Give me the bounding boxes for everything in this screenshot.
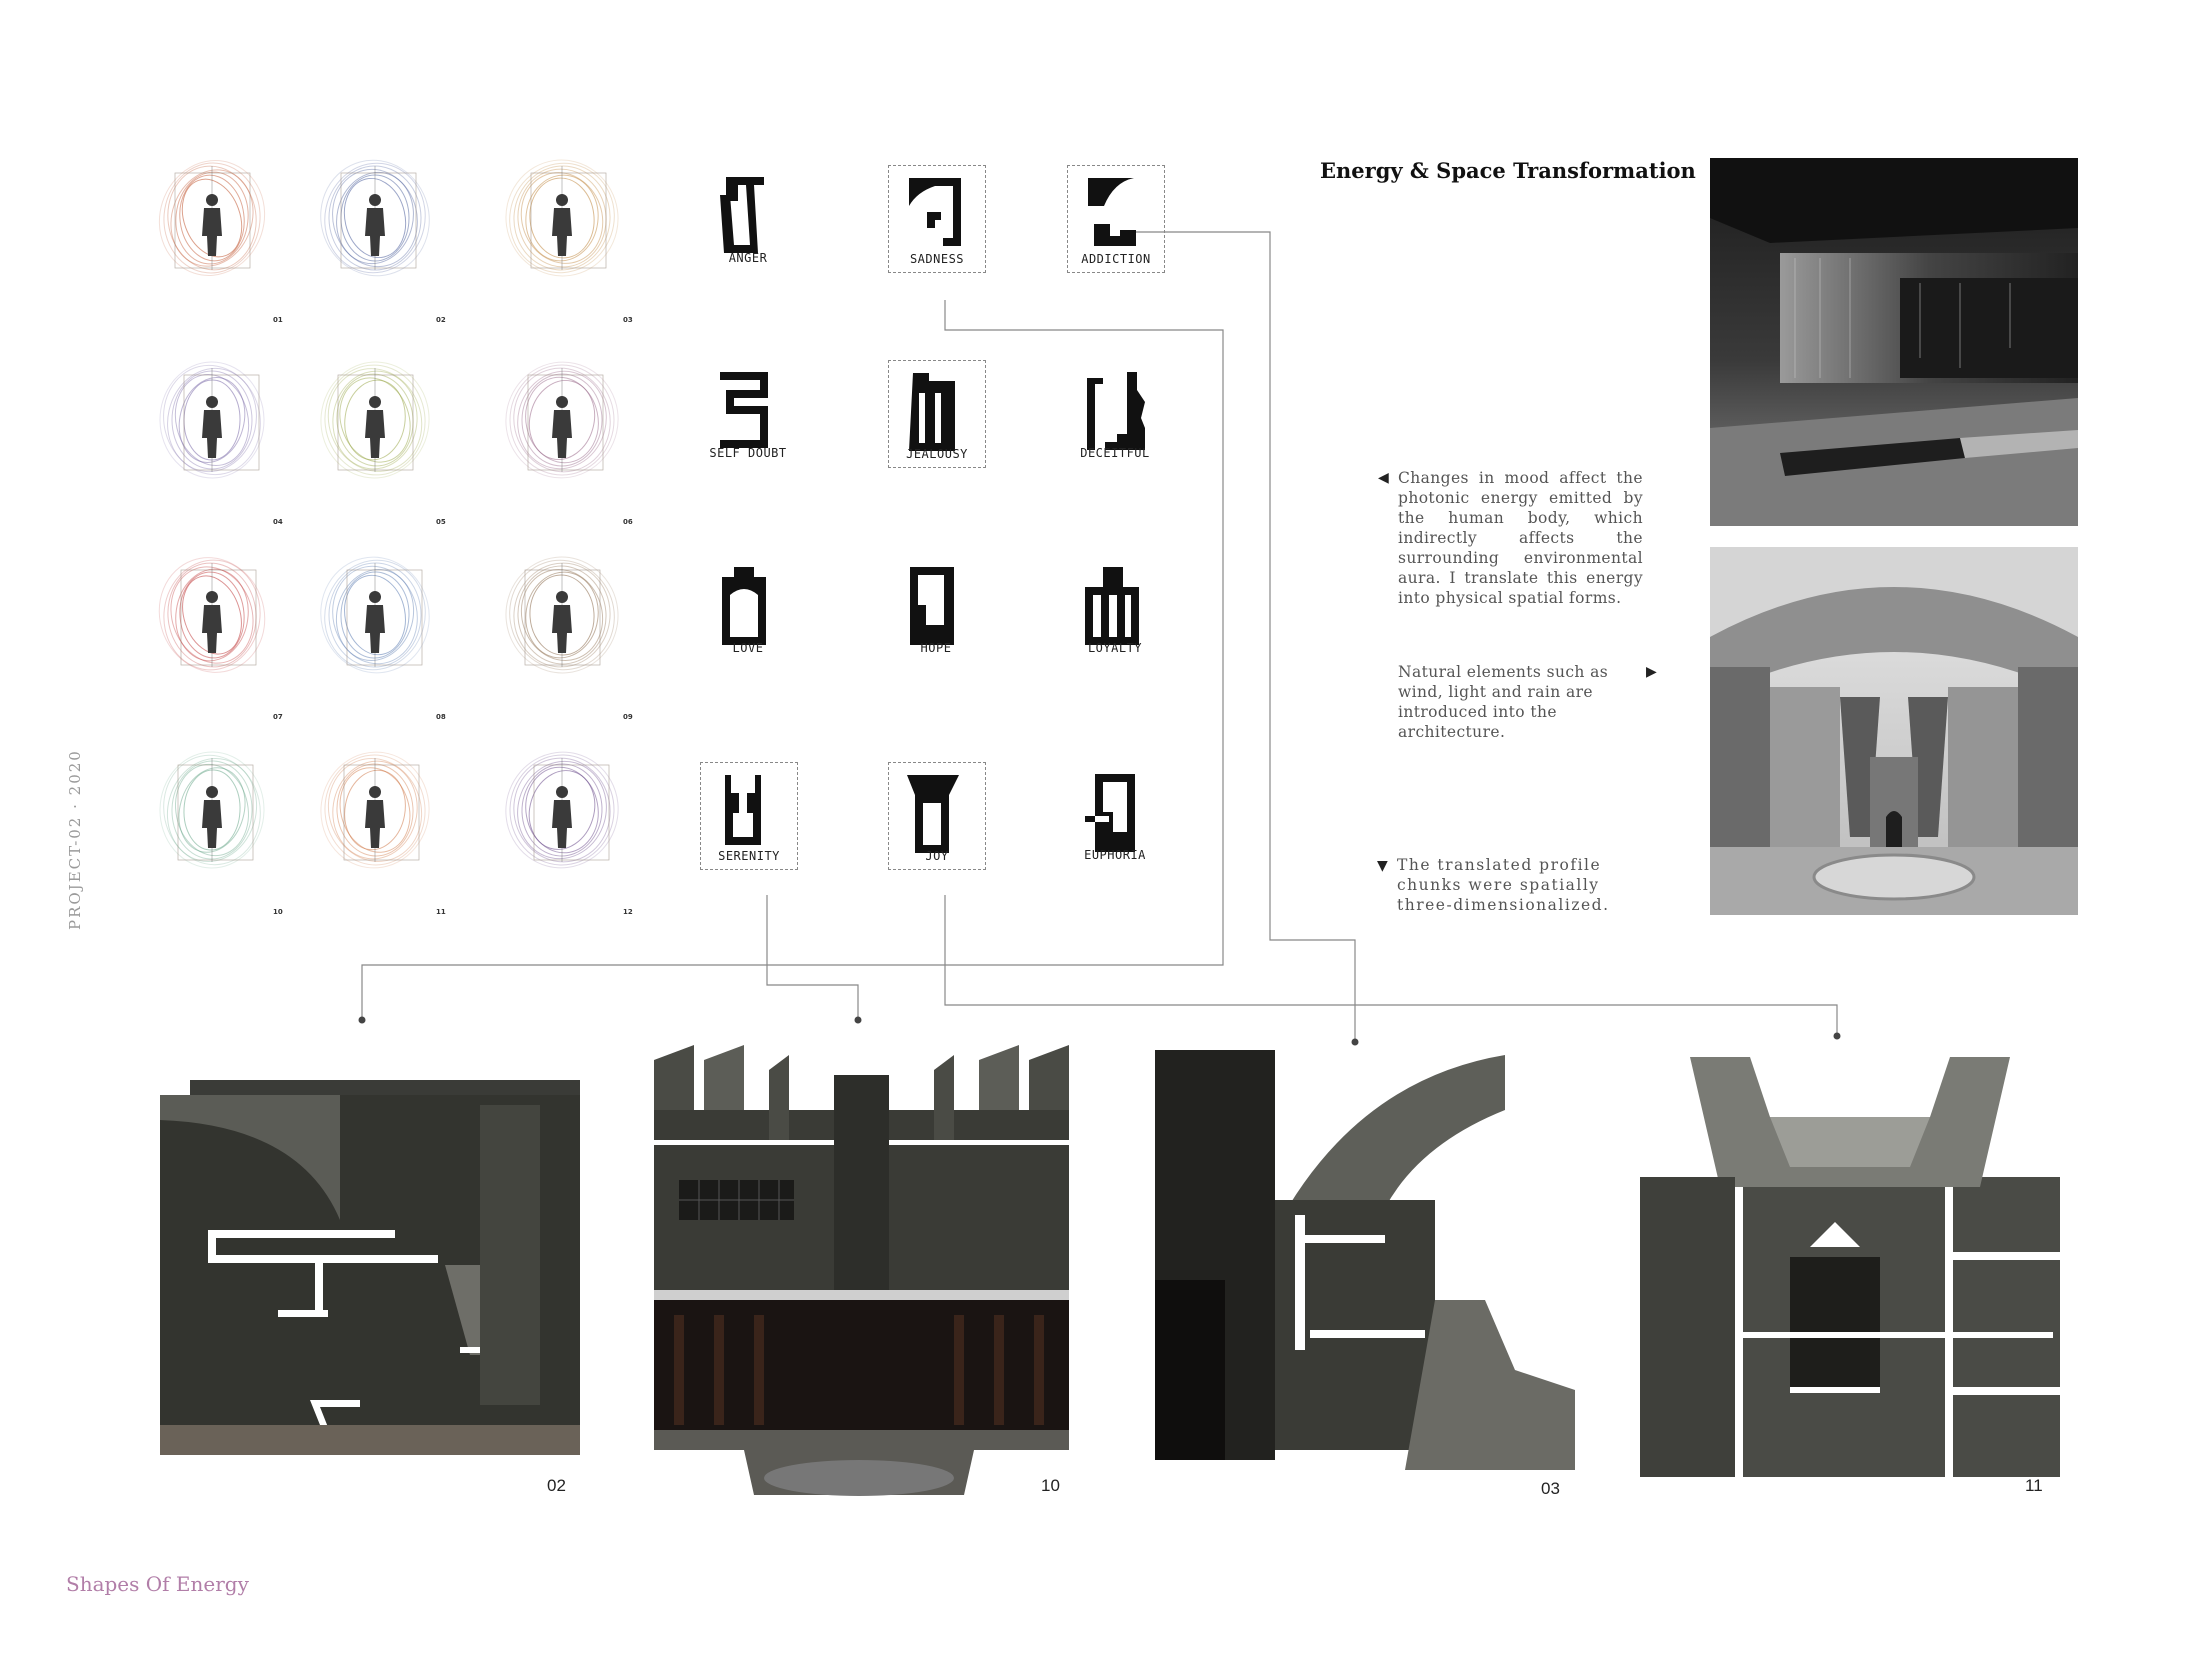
section-number: 10 xyxy=(1041,1476,1060,1495)
emotion-label: LOVE xyxy=(732,641,764,655)
aura-sketch-icon xyxy=(318,158,433,278)
figure-number: 03 xyxy=(623,316,633,324)
aura-sketch-icon xyxy=(155,555,270,675)
render-photo-water-wall xyxy=(1710,158,2078,526)
aura-figure xyxy=(318,555,433,675)
emotion-plan-anger xyxy=(700,165,796,271)
aura-figure xyxy=(505,360,620,480)
footer-title: Shapes Of Energy xyxy=(66,1572,249,1596)
emotion-label: JOY xyxy=(925,849,949,863)
section-render-02 xyxy=(160,1065,580,1455)
aura-sketch-icon xyxy=(505,750,620,870)
emotion-label: LOYALTY xyxy=(1087,641,1143,655)
aura-figure xyxy=(505,555,620,675)
emotion-label: ADDICTION xyxy=(1081,252,1151,266)
plan-shape-icon xyxy=(716,370,780,452)
section-number: 11 xyxy=(2025,1476,2043,1495)
aura-sketch-icon xyxy=(505,555,620,675)
figure-number: 09 xyxy=(623,713,633,721)
figure-number: 10 xyxy=(273,908,283,916)
description-elements: ▶ Natural elements such as wind, light and rain are introduced into the architecture. xyxy=(1398,663,1658,741)
plan-shape-icon xyxy=(716,565,780,647)
plan-shape-icon xyxy=(1083,772,1147,854)
aura-figure xyxy=(155,158,270,278)
plan-shape-icon xyxy=(716,175,780,257)
emotion-plan-self-doubt xyxy=(700,360,796,466)
aura-figure xyxy=(318,158,433,278)
emotion-plan-deceitful xyxy=(1067,360,1163,466)
aura-sketch-icon xyxy=(318,360,433,480)
aura-figure xyxy=(505,750,620,870)
triangle-left-icon: ◀ xyxy=(1378,470,1390,486)
figure-number: 05 xyxy=(436,518,446,526)
aura-sketch-icon xyxy=(155,360,270,480)
description-mood: ◀ Changes in mood affect the photonic energy emitted by the human body, which indirectly affects the surrounding environmental aura. I translate this energy into physical spatial forms. xyxy=(1378,469,1643,607)
section-number: 03 xyxy=(1541,1479,1560,1498)
emotion-plan-love xyxy=(700,555,796,661)
section-render-11 xyxy=(1640,1057,2060,1477)
emotion-label: SERENITY xyxy=(718,849,780,863)
emotion-plan-euphoria xyxy=(1067,762,1163,868)
plan-shape-icon xyxy=(1083,370,1147,452)
section-render-03 xyxy=(1155,1050,1575,1470)
plan-shape-icon xyxy=(1084,176,1148,258)
figure-number: 11 xyxy=(436,908,446,916)
aura-figure xyxy=(155,750,270,870)
render-photo-courtyard xyxy=(1710,547,2078,915)
emotion-plan-hope xyxy=(888,555,984,661)
emotion-plan-jealousy xyxy=(888,360,986,468)
aura-figure xyxy=(318,750,433,870)
figure-number: 01 xyxy=(273,316,283,324)
emotion-label: SELF DOUBT xyxy=(709,446,787,460)
plan-shape-icon xyxy=(1083,565,1147,647)
aura-figure xyxy=(318,360,433,480)
aura-sketch-icon xyxy=(318,555,433,675)
figure-number: 06 xyxy=(623,518,633,526)
triangle-down-icon: ▼ xyxy=(1377,858,1390,874)
emotion-label: DECEITFUL xyxy=(1080,446,1150,460)
emotion-plan-addiction xyxy=(1067,165,1165,273)
aura-sketch-icon xyxy=(505,360,620,480)
aura-figure xyxy=(155,555,270,675)
emotion-label: EUPHORIA xyxy=(1084,848,1146,862)
plan-shape-icon xyxy=(905,176,969,258)
aura-sketch-icon xyxy=(155,158,270,278)
emotion-plan-sadness xyxy=(888,165,986,273)
aura-sketch-icon xyxy=(505,158,620,278)
page-title: Energy & Space Transformation xyxy=(1320,158,1696,183)
figure-number: 02 xyxy=(436,316,446,324)
plan-shape-icon xyxy=(717,773,781,855)
description-translated: ▼ The translated profile chunks were spatially three-dimensionalized. xyxy=(1377,856,1610,914)
triangle-right-icon: ▶ xyxy=(1646,664,1658,680)
aura-sketch-icon xyxy=(155,750,270,870)
emotion-plan-joy xyxy=(888,762,986,870)
emotion-label: ANGER xyxy=(728,251,768,265)
plan-shape-icon xyxy=(904,565,968,647)
plan-shape-icon xyxy=(905,371,969,453)
aura-figure xyxy=(505,158,620,278)
figure-number: 08 xyxy=(436,713,446,721)
emotion-label: SADNESS xyxy=(909,252,965,266)
project-label: PROJECT-02 · 2020 xyxy=(66,749,84,930)
figure-number: 04 xyxy=(273,518,283,526)
emotion-plan-serenity xyxy=(700,762,798,870)
emotion-label: JEALOUSY xyxy=(906,447,968,461)
emotion-label: HOPE xyxy=(920,641,952,655)
aura-figure xyxy=(155,360,270,480)
aura-sketch-icon xyxy=(318,750,433,870)
section-render-10 xyxy=(654,1030,1069,1500)
figure-number: 07 xyxy=(273,713,283,721)
emotion-plan-loyalty xyxy=(1067,555,1163,661)
section-number: 02 xyxy=(547,1476,566,1495)
figure-number: 12 xyxy=(623,908,633,916)
plan-shape-icon xyxy=(905,773,969,855)
